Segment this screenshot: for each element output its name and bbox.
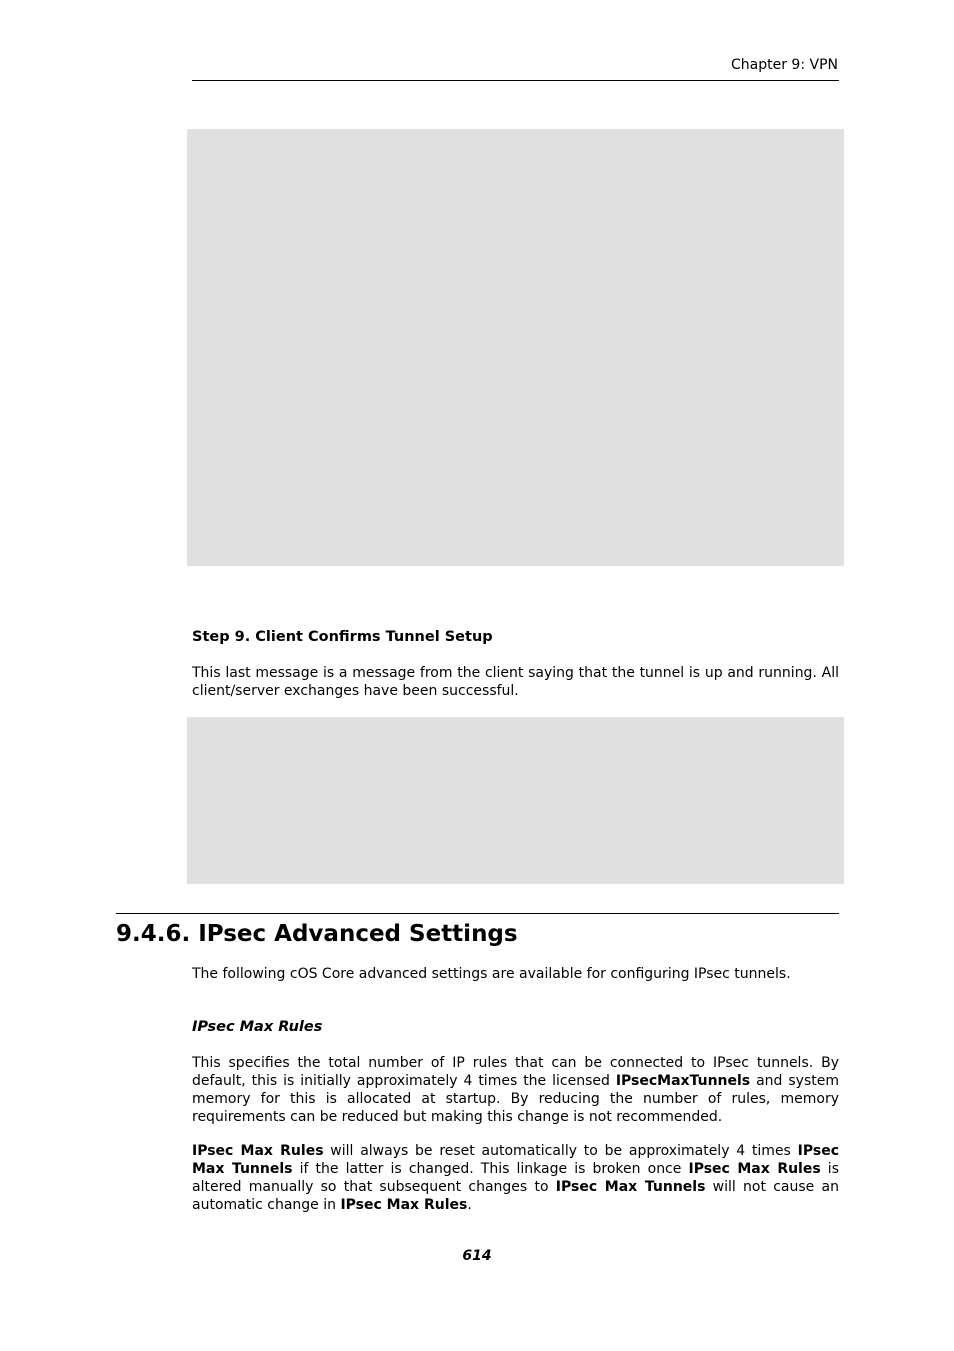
figure-placeholder-1 bbox=[187, 129, 844, 566]
page-number: 614 bbox=[462, 1248, 492, 1264]
setting-linkage-note bbox=[192, 1142, 839, 1214]
setting-reference: IPsecMaxTunnels bbox=[615, 1073, 751, 1089]
setting-reference: IPsec Max Tunnels bbox=[555, 1179, 706, 1195]
text-run: is altered manually so that subsequent changes to bbox=[192, 1161, 839, 1195]
setting-reference: IPsec Max Rules bbox=[192, 1143, 324, 1159]
text-run: and system memory for this is allocated at startup. By reducing the number of rules, memory requirements can be reduced but making this change is not recommended. bbox=[192, 1073, 839, 1125]
running-header: Chapter 9: VPN bbox=[731, 57, 838, 73]
figure-placeholder-2 bbox=[187, 717, 844, 884]
step-description: This last message is a message from the client saying that the tunnel is up and running. All client/server exchanges have been successful. bbox=[192, 665, 839, 699]
section-title: 9.4.6. IPsec Advanced Settings bbox=[116, 921, 518, 947]
section-divider bbox=[116, 913, 839, 914]
text-run: will always be reset automatically to be approximately 4 times bbox=[323, 1143, 798, 1159]
setting-description bbox=[192, 1054, 839, 1126]
header-divider bbox=[192, 80, 839, 81]
text-run: . bbox=[467, 1197, 472, 1213]
text-run: if the latter is changed. This linkage is broken once bbox=[292, 1161, 689, 1177]
step-heading: Step 9. Client Confirms Tunnel Setup bbox=[192, 629, 493, 645]
setting-reference: IPsec Max Rules bbox=[688, 1161, 821, 1177]
setting-reference: IPsec Max Rules bbox=[340, 1197, 468, 1213]
setting-heading: IPsec Max Rules bbox=[192, 1019, 323, 1035]
text-run: This specifies the total number of IP rules that can be connected to IPsec tunnels. By default, this is initially approximately 4 times the licensed bbox=[192, 1055, 839, 1089]
text-run: will not cause an automatic change in bbox=[192, 1179, 839, 1213]
section-intro: The following cOS Core advanced settings are available for configuring IPsec tunnels. bbox=[192, 966, 791, 982]
setting-reference: IPsec Max Tunnels bbox=[192, 1143, 839, 1177]
